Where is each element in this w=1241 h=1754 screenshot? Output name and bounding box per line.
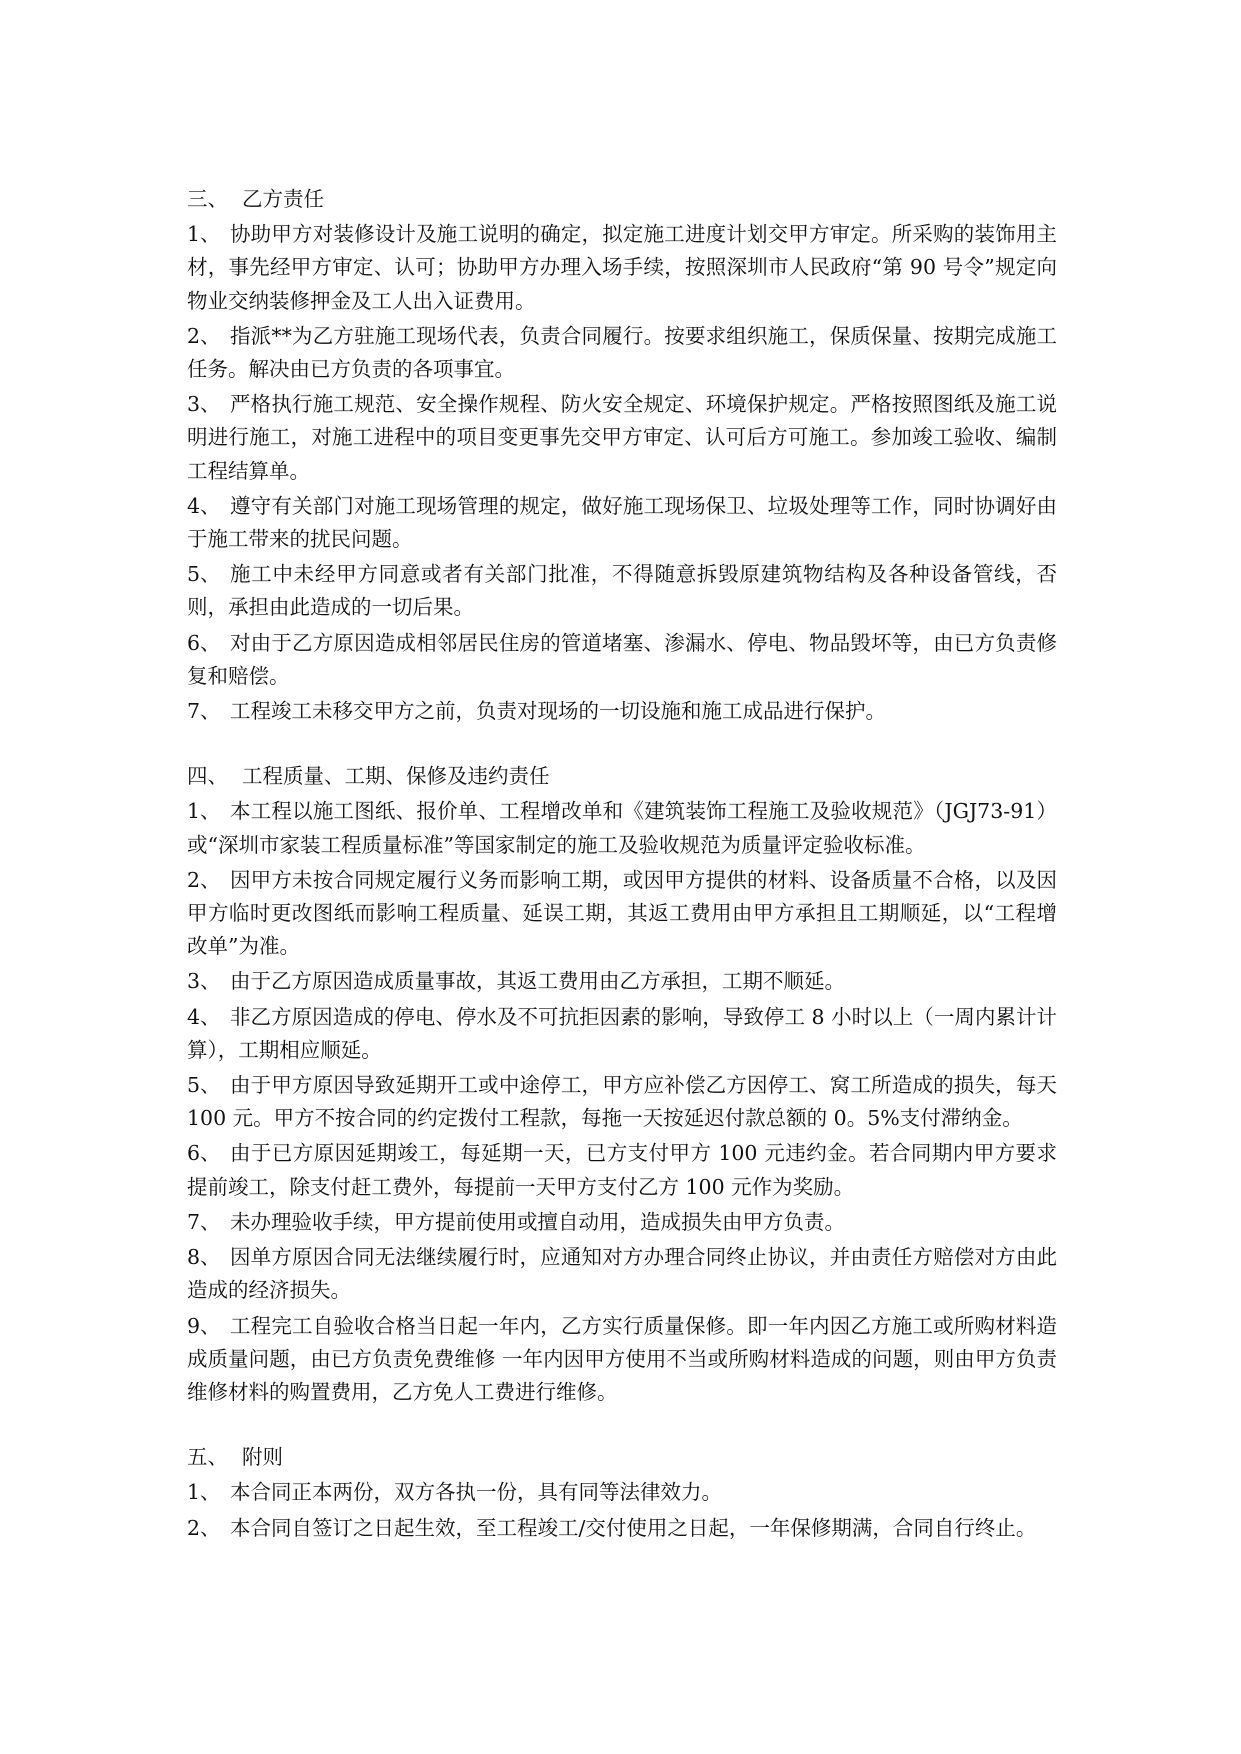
clause-text: 对由于乙方原因造成相邻居民住房的管道堵塞、渗漏水、停电、物品毁坏等，由已方负责修复和赔偿。 bbox=[187, 630, 1057, 688]
clause bbox=[187, 490, 1057, 556]
clause bbox=[187, 320, 1057, 386]
clause-number: 1、 bbox=[187, 1480, 221, 1505]
clause bbox=[187, 695, 1057, 728]
clause bbox=[187, 1512, 1057, 1545]
clause bbox=[187, 1206, 1057, 1239]
clause-text: 遵守有关部门对施工现场管理的规定，做好施工现场保卫、垃圾处理等工作，同时协调好由于施工带来的扰民问题。 bbox=[187, 493, 1057, 552]
section-number: 五、 bbox=[187, 1445, 228, 1470]
clause-number: 3、 bbox=[187, 969, 221, 994]
section-3 bbox=[187, 183, 1057, 728]
section-heading bbox=[187, 760, 1057, 793]
clause bbox=[187, 218, 1057, 318]
clause bbox=[187, 795, 1057, 861]
clause-text: 非乙方原因造成的停电、停水及不可抗拒因素的影响，导致停工 8 小时以上（一周内累计计算），工期相应顺延。 bbox=[187, 1004, 1057, 1062]
clause-number: 8、 bbox=[187, 1245, 221, 1270]
section-title: 工程质量、工期、保修及违约责任 bbox=[242, 764, 550, 789]
clause-number: 1、 bbox=[187, 222, 221, 247]
clause bbox=[187, 1137, 1057, 1203]
clause bbox=[187, 864, 1057, 964]
clause-text: 本合同正本两份，双方各执一份，具有同等法律效力。 bbox=[230, 1480, 722, 1505]
clause-number: 3、 bbox=[187, 392, 221, 417]
clause bbox=[187, 1310, 1057, 1410]
section-4 bbox=[187, 760, 1057, 1409]
clause-text: 指派**为乙方驻施工现场代表，负责合同履行。按要求组织施工，保质保量、按期完成施工任务。解决由已方负责的各项事宜。 bbox=[187, 323, 1057, 382]
section-heading bbox=[187, 183, 1057, 216]
clause-number: 1、 bbox=[187, 799, 221, 824]
clause-text: 由于甲方原因导致延期开工或中途停工，甲方应补偿乙方因停工、窝工所造成的损失，每天 100 元。甲方不按合同的约定拨付工程款，每拖一天按延迟付款总额的 0。5%支付滞纳金。 bbox=[187, 1073, 1057, 1131]
clause-text: 工程完工自验收合格当日起一年内，乙方实行质量保修。即一年内因乙方施工或所购材料造成质量问题，由已方负责免费维修 一年内因甲方使用不当或所购材料造成的问题，则由甲方负责维修材料的购置费用，乙方免人工费进行维修。 bbox=[187, 1313, 1057, 1404]
clause-number: 2、 bbox=[187, 323, 221, 348]
clause-text: 本工程以施工图纸、报价单、工程增改单和《建筑装饰工程施工及验收规范》（JGJ73-91）或“深圳市家装工程质量标准”等国家制定的施工及验收规范为质量评定验收标准。 bbox=[187, 799, 1057, 857]
clause-number: 4、 bbox=[187, 493, 221, 518]
clause-number: 2、 bbox=[187, 1515, 221, 1540]
clause bbox=[187, 1476, 1057, 1509]
clause-text: 本合同自签订之日起生效，至工程竣工/交付使用之日起，一年保修期满，合同自行终止。 bbox=[230, 1515, 1037, 1540]
section-number: 四、 bbox=[187, 764, 228, 789]
clause-number: 5、 bbox=[187, 1073, 221, 1098]
clause bbox=[187, 965, 1057, 998]
clause-number: 9、 bbox=[187, 1313, 221, 1338]
section-heading bbox=[187, 1441, 1057, 1474]
clause-text: 施工中未经甲方同意或者有关部门批准，不得随意拆毁原建筑物结构及各种设备管线，否则，承担由此造成的一切后果。 bbox=[187, 562, 1057, 620]
clause-number: 5、 bbox=[187, 562, 221, 587]
clause bbox=[187, 627, 1057, 693]
clause-text: 协助甲方对装修设计及施工说明的确定，拟定施工进度计划交甲方审定。所采购的装饰用主材，事先经甲方审定、认可；协助甲方办理入场手续，按照深圳市人民政府“第 90 号令”规定向物业交纳装修押金及工人出入证费用。 bbox=[187, 222, 1057, 313]
clause-number: 6、 bbox=[187, 1141, 221, 1166]
section-number: 三、 bbox=[187, 187, 228, 211]
clause-text: 严格执行施工规范、安全操作规程、防火安全规定、环境保护规定。严格按照图纸及施工说明进行施工，对施工进程中的项目变更事先交甲方审定、认可后方可施工。参加竣工验收、编制工程结算单。 bbox=[187, 392, 1057, 483]
section-title: 附则 bbox=[242, 1445, 283, 1470]
clause-number: 7、 bbox=[187, 1209, 221, 1234]
clause bbox=[187, 1069, 1057, 1135]
section-5 bbox=[187, 1441, 1057, 1545]
clause-number: 7、 bbox=[187, 699, 221, 724]
clause-text: 由于已方原因延期竣工，每延期一天，已方支付甲方 100 元违约金。若合同期内甲方要求提前竣工，除支付赶工费外，每提前一天甲方支付乙方 100 元作为奖励。 bbox=[187, 1141, 1057, 1199]
clause-text: 因单方原因合同无法继续履行时，应通知对方办理合同终止协议，并由责任方赔偿对方由此造成的经济损失。 bbox=[187, 1245, 1057, 1303]
clause-number: 2、 bbox=[187, 867, 221, 892]
clause-text: 由于乙方原因造成质量事故，其返工费用由乙方承担，工期不顺延。 bbox=[230, 969, 845, 994]
clause-number: 6、 bbox=[187, 630, 221, 655]
clause-number: 4、 bbox=[187, 1004, 221, 1029]
clause bbox=[187, 388, 1057, 488]
document-page bbox=[187, 183, 1057, 1547]
clause-text: 工程竣工未移交甲方之前，负责对现场的一切设施和施工成品进行保护。 bbox=[230, 699, 886, 724]
clause-text: 未办理验收手续，甲方提前使用或擅自动用，造成损失由甲方负责。 bbox=[230, 1209, 845, 1234]
section-title: 乙方责任 bbox=[242, 187, 324, 211]
clause bbox=[187, 1241, 1057, 1307]
clause bbox=[187, 1001, 1057, 1067]
clause-text: 因甲方未按合同规定履行义务而影响工期，或因甲方提供的材料、设备质量不合格，以及因甲方临时更改图纸而影响工程质量、延误工期，其返工费用由甲方承担且工期顺延，以“工程增改单”为准。 bbox=[187, 867, 1057, 959]
clause bbox=[187, 558, 1057, 624]
